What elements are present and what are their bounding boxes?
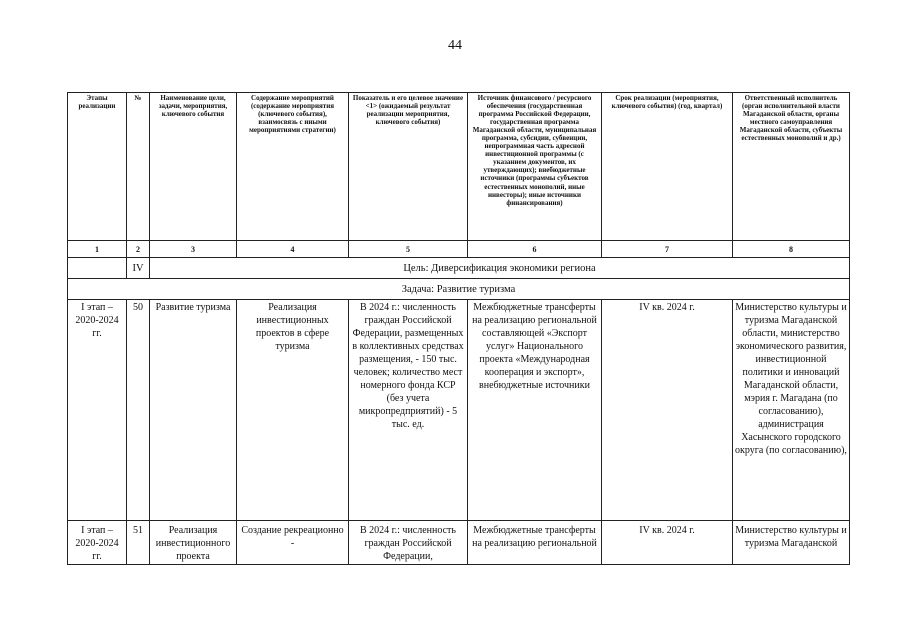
column-number: 3 <box>150 241 237 258</box>
number-cell: 51 <box>127 521 150 565</box>
column-number: 8 <box>733 241 850 258</box>
header-cell: Срок реализации (мероприятия, ключевого события) (год, квартал) <box>602 93 733 241</box>
header-cell: Ответственный исполнитель (орган исполнительной власти Магаданской области, органы местного самоуправления Магаданской области, субъекты естественных монополий и др.) <box>733 93 850 241</box>
content-cell: Создание рекреационно - <box>237 521 349 565</box>
term-cell: IV кв. 2024 г. <box>602 521 733 565</box>
page-number: 44 <box>448 38 462 53</box>
column-number: 1 <box>68 241 127 258</box>
indicator-cell: В 2024 г.: численность граждан Российской Федерации, <box>349 521 468 565</box>
header-cell: Содержание мероприятий (содержание мероприятия (ключевого события), взаимосвязь с иными мероприятиями стратегии) <box>237 93 349 241</box>
table-row <box>68 300 850 521</box>
task-row <box>68 279 850 300</box>
executor-cell: Министерство культуры и туризма Магаданской области, министерство экономического развития, инвестиционной политики и инноваций Магаданской области, мэрия г. Магадана (по согласованию), администрация Хасынского городского округа (по согласованию), <box>733 300 850 521</box>
task-text: Задача: Развитие туризма <box>68 279 850 300</box>
strategy-plan-table <box>67 92 850 565</box>
table-header-row <box>68 93 850 241</box>
column-number: 6 <box>468 241 602 258</box>
content-cell: Реализация инвестиционных проектов в сфере туризма <box>237 300 349 521</box>
column-number: 4 <box>237 241 349 258</box>
source-cell: Межбюджетные трансферты на реализацию региональной <box>468 521 602 565</box>
header-cell: Показатель и его целевое значение <1> (ожидаемый результат реализации мероприятия, ключевого события) <box>349 93 468 241</box>
column-number: 5 <box>349 241 468 258</box>
executor-cell: Министерство культуры и туризма Магаданской <box>733 521 850 565</box>
goal-empty-cell <box>68 258 127 279</box>
table-row <box>68 521 850 565</box>
term-cell: IV кв. 2024 г. <box>602 300 733 521</box>
header-cell: Наименование цели, задачи, мероприятия, ключевого события <box>150 93 237 241</box>
goal-number: IV <box>127 258 150 279</box>
name-cell: Развитие туризма <box>150 300 237 521</box>
indicator-cell: В 2024 г.: численность граждан Российской Федерации, размещенных в коллективных средствах размещения, - 150 тыс. человек; количество мест номерного фонда КСР (без учета микропредприятий) - 5 тыс. ед. <box>349 300 468 521</box>
goal-row <box>68 258 850 279</box>
name-cell: Реализация инвестиционного проекта <box>150 521 237 565</box>
stage-cell: I этап – 2020-2024 гг. <box>68 300 127 521</box>
header-cell: № <box>127 93 150 241</box>
column-number: 2 <box>127 241 150 258</box>
header-cell: Этапы реализации <box>68 93 127 241</box>
stage-cell: I этап – 2020-2024 гг. <box>68 521 127 565</box>
number-cell: 50 <box>127 300 150 521</box>
column-number-row <box>68 241 850 258</box>
header-cell: Источник финансового / ресурсного обеспечения (государственная программа Российской Федерации, государственная программа Магаданской области, муниципальная программа, субсидии, субвенции, непрограммная часть адресной инвестиционной программы (с указанием документов, их утверждающих); внебюджетные источники (программы субъектов естественных монополий, иные инвесторы); иные источники финансирования) <box>468 93 602 241</box>
goal-text: Цель: Диверсификация экономики региона <box>150 258 850 279</box>
source-cell: Межбюджетные трансферты на реализацию региональной составляющей «Экспорт услуг» Национального проекта «Международная кооперация и экспорт», внебюджетные источники <box>468 300 602 521</box>
column-number: 7 <box>602 241 733 258</box>
